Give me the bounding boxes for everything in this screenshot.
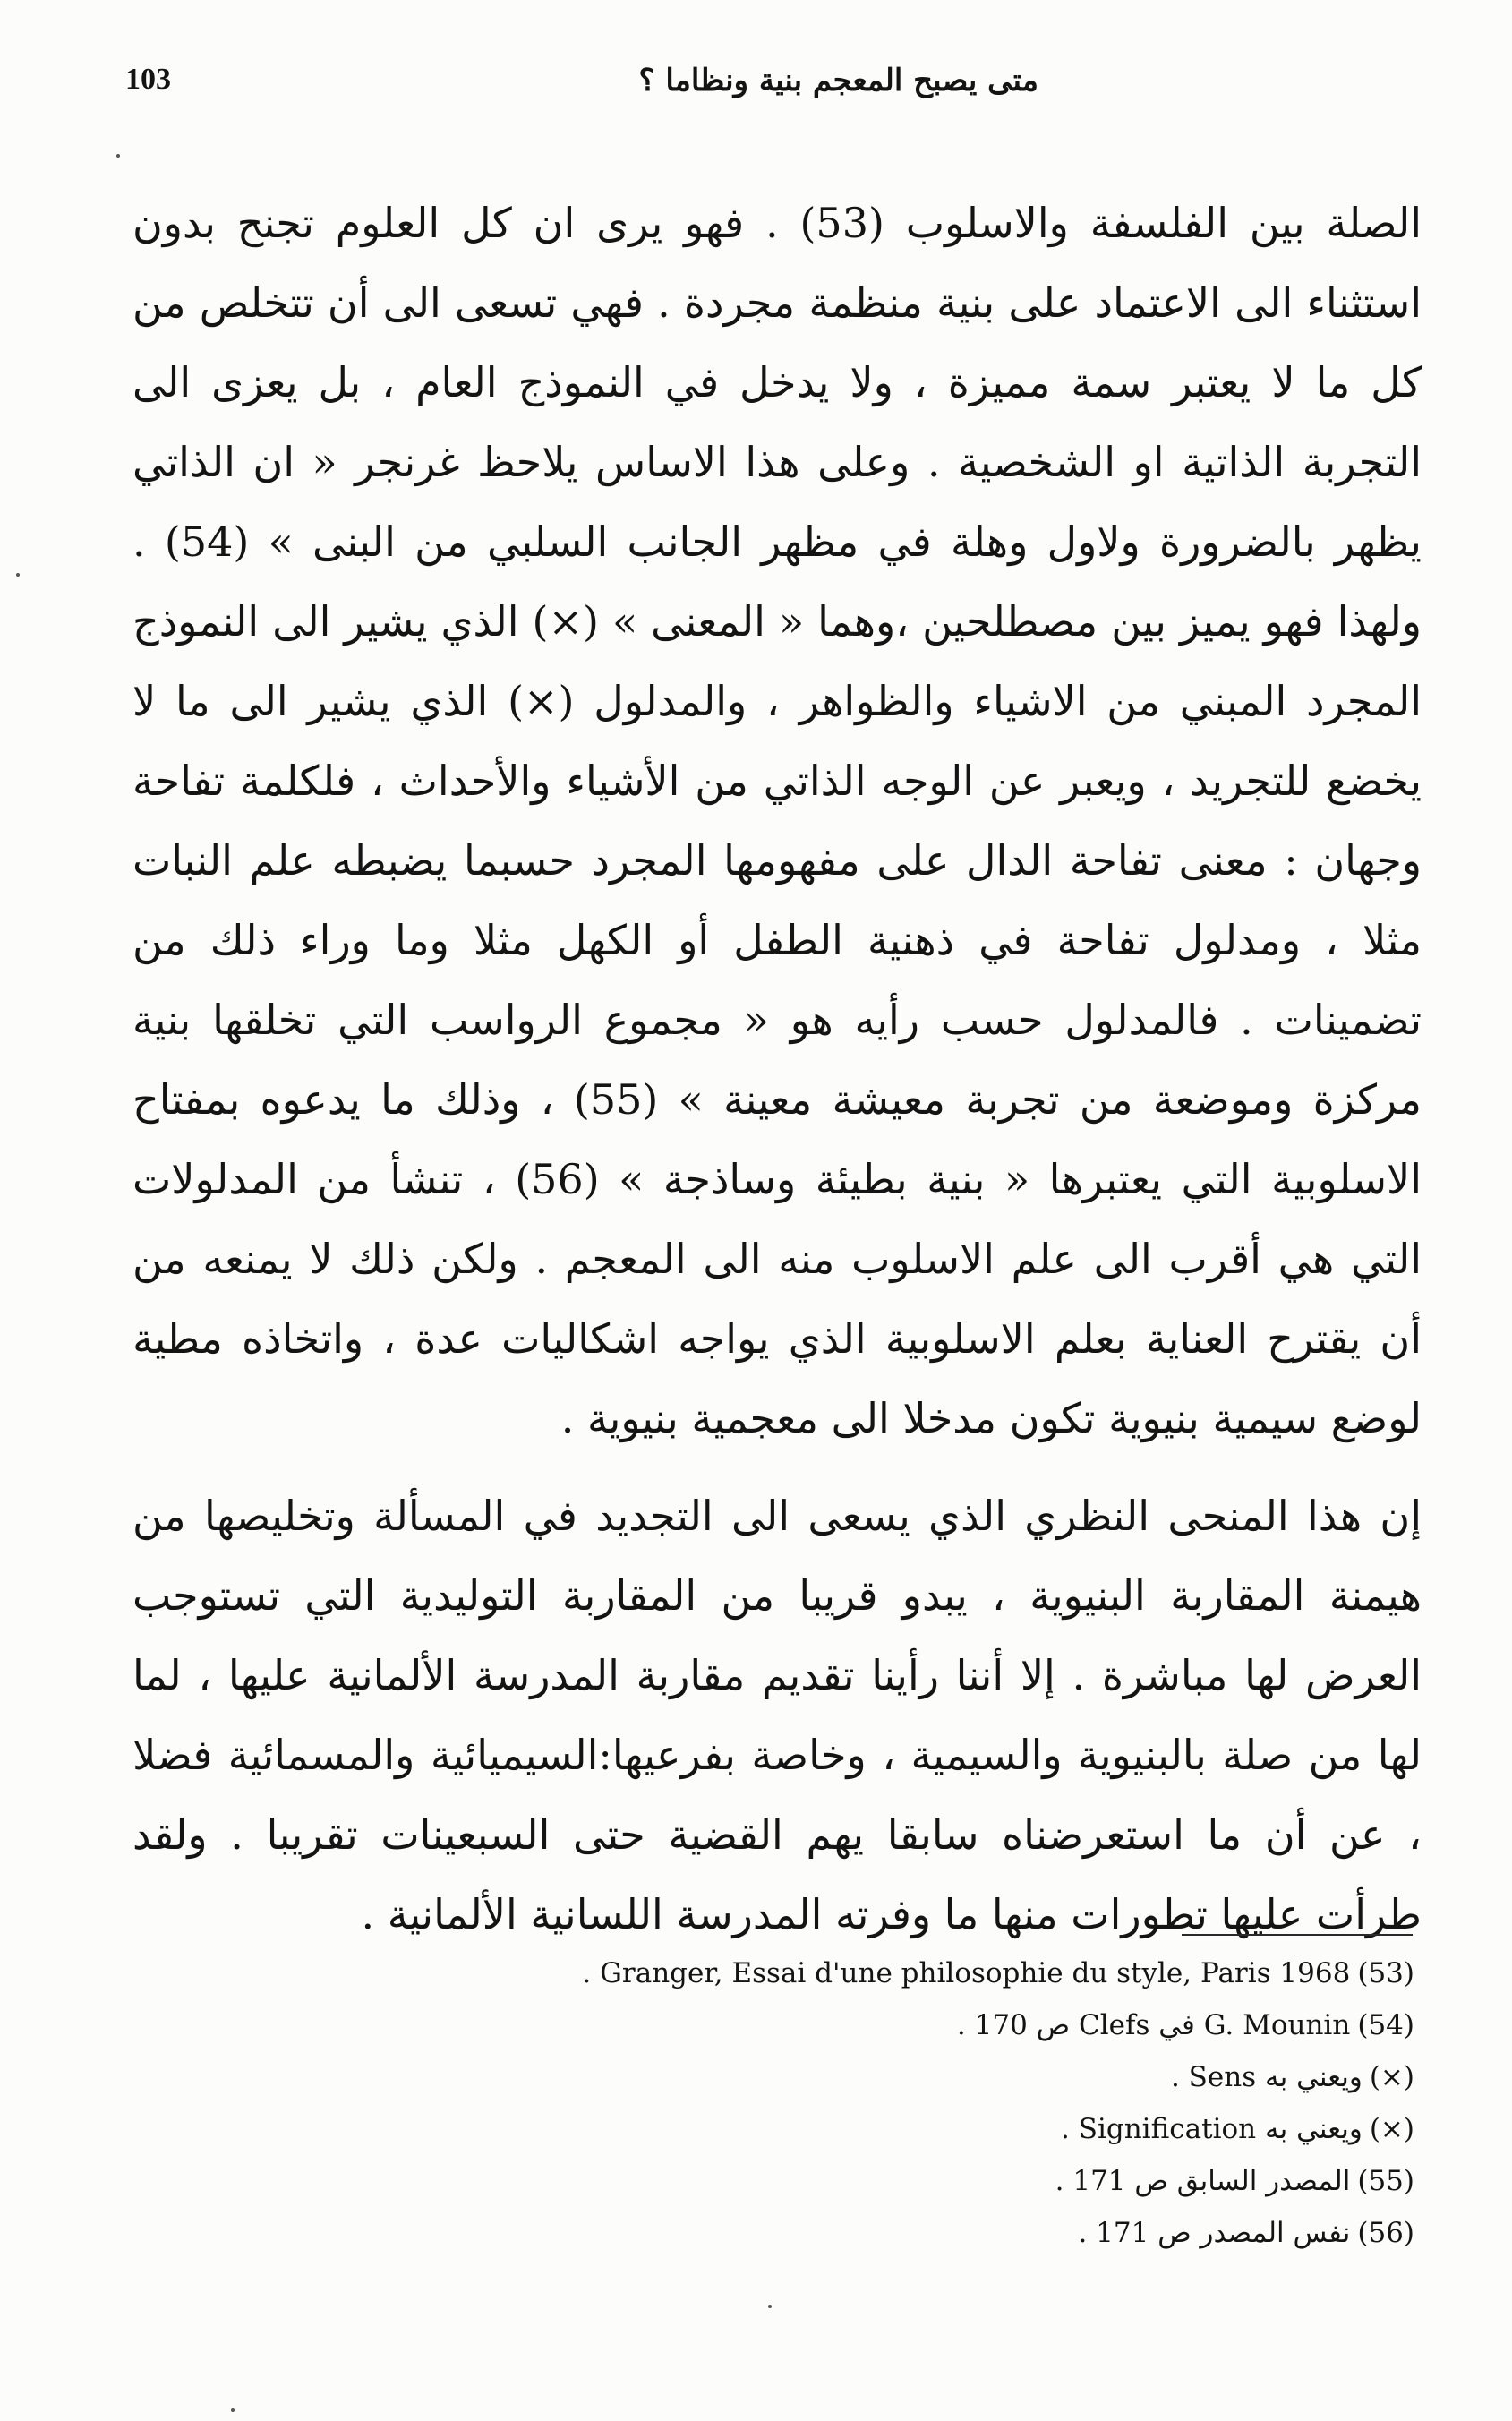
footnote <box>501 2155 1414 2207</box>
footnote-mark: (53) <box>1357 1957 1414 1989</box>
paragraph-2: إن هذا المنحى النظري الذي يسعى الى التجديد في المسألة وتخليصها من هيمنة المقاربة البنيوية ، يبدو قريبا من المقاربة التوليدية التي تستوجب العرض لها مباشرة . إلا أننا رأينا تقديم مقاربة المدرسة الألمانية عليها ، لما لها من صلة بالبنيوية والسيمية ، وخاصة بفرعيها:السيميائية والمسمائية فضلا ، عن أن ما استعرضناه سابقا يهم القضية حتى السبعينات تقريبا . ولقد طرأت عليها تطورات منها ما وفرته المدرسة اللسانية الألمانية . <box>132 1492 1422 1938</box>
footnote <box>501 1947 1414 1999</box>
footnote <box>501 1999 1414 2051</box>
paragraph-1: الصلة بين الفلسفة والاسلوب (53) . فهو يرى ان كل العلوم تجنح بدون استثناء الى الاعتماد على بنية منظمة مجردة . فهي تسعى الى أن تتخلص من كل ما لا يعتبر سمة مميزة ، ولا يدخل في النموذج العام ، بل يعزى الى التجربة الذاتية او الشخصية . وعلى هذا الاساس يلاحظ غرنجر « ان الذاتي يظهر بالضرورة ولاول وهلة في مظهر الجانب السلبي من البنى » (54) . ولهذا فهو يميز بين مصطلحين ،وهما « المعنى » (×) الذي يشير الى النموذج المجرد المبني من الاشياء والظواهر ، والمدلول (×) الذي يشير الى ما لا يخضع للتجريد ، ويعبر عن الوجه الذاتي من الأشياء والأحداث ، فلكلمة تفاحة وجهان : معنى تفاحة الدال على مفهومها المجرد حسبما يضبطه علم النبات مثلا ، ومدلول تفاحة في ذهنية الطفل أو الكهل مثلا وما وراء ذلك من تضمينات . فالمدلول حسب رأيه هو « مجموع الرواسب التي تخلقها بنية مركزة وموضعة من تجربة معيشة معينة » (55) ، وذلك ما يدعوه بمفتاح الاسلوبية التي يعتبرها « بنية بطيئة وساذجة » (56) ، تنشأ من المدلولات التي هي أقرب الى علم الاسلوب منه الى المعجم . ولكن ذلك لا يمنعه من أن يقترح العناية بعلم الاسلوبية الذي يواجه اشكاليات عدة ، واتخاذه مطية لوضع سيمية بنيوية تكون مدخلا الى معجمية بنيوية . <box>132 199 1422 1442</box>
footnote-mark: (56) <box>1357 2217 1414 2249</box>
footnote-separator <box>1182 1934 1413 1936</box>
page-number: 103 <box>125 63 171 96</box>
footnote-text: G. Mounin في Clefs ص 170 . <box>956 2009 1351 2041</box>
footnote-text: ويعني به Signification . <box>1061 2113 1363 2145</box>
footnote <box>501 2103 1414 2155</box>
scan-speck <box>768 2305 772 2308</box>
page-header <box>125 63 1038 116</box>
footnote <box>501 2207 1414 2259</box>
footnote-mark: (54) <box>1357 2009 1414 2041</box>
footnote-mark: (×) <box>1369 2061 1414 2093</box>
footnote-text: Granger, Essai d'une philosophie du style, Paris 1968 . <box>582 1957 1351 1989</box>
scan-speck <box>16 573 20 577</box>
footnote-mark: (×) <box>1369 2113 1414 2145</box>
footnotes <box>501 1947 1414 2259</box>
body-text <box>132 184 1422 1955</box>
running-title: متى يصبح المعجم بنية ونظاما ؟ <box>638 63 1038 98</box>
footnote-mark: (55) <box>1357 2165 1414 2197</box>
footnote-text: نفس المصدر ص 171 . <box>1078 2217 1351 2249</box>
footnote <box>501 2051 1414 2103</box>
scan-speck <box>231 2408 235 2412</box>
scan-speck <box>116 154 120 158</box>
footnote-text: ويعني به Sens . <box>1170 2061 1363 2093</box>
footnote-text: المصدر السابق ص 171 . <box>1055 2165 1351 2197</box>
